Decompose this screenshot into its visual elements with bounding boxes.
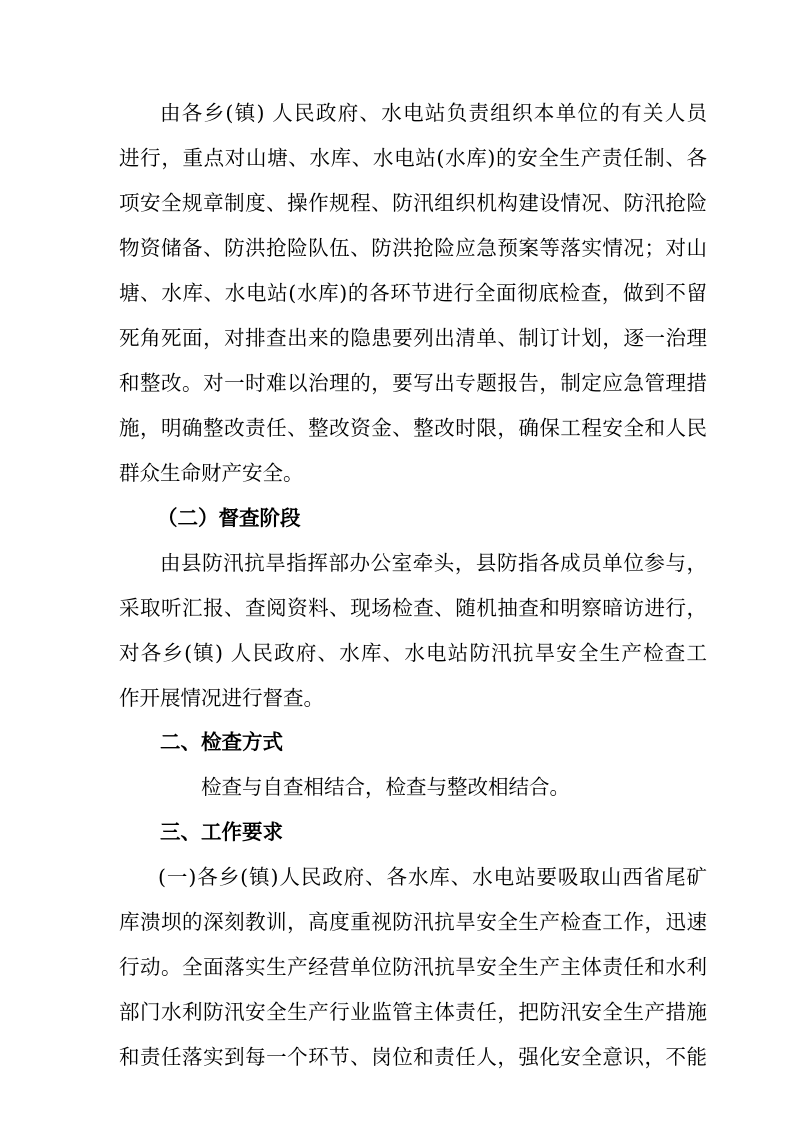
paragraph-line: 进行，重点对山塘、水库、水电站(水库)的安全生产责任制、各	[119, 146, 707, 170]
paragraph-line: 检查与自查相结合，检查与整改相结合。	[201, 775, 570, 799]
paragraph-line: 和责任落实到每一个环节、岗位和责任人，强化安全意识，不能	[119, 1045, 707, 1069]
paragraph-line: 群众生命财产安全。	[119, 461, 304, 485]
paragraph-line: 作开展情况进行督查。	[119, 686, 324, 710]
paragraph-line: 对各乡(镇) 人民政府、水库、水电站防汛抗旱安全生产检查工	[119, 641, 707, 665]
paragraph-line: 施，明确整改责任、整改资金、整改时限，确保工程安全和人民	[119, 416, 707, 440]
paragraph-line: 死角死面，对排查出来的隐患要列出清单、制订计划，逐一治理	[119, 326, 707, 350]
section-heading-supervision: （二）督查阶段	[157, 506, 301, 530]
paragraph-line: 塘、水库、水电站(水库)的各环节进行全面彻底检查，做到不留	[119, 281, 707, 305]
paragraph-line: 物资储备、防洪抢险队伍、防洪抢险应急预案等落实情况；对山	[119, 236, 707, 260]
paragraph-line: 由县防汛抗旱指挥部办公室牵头，县防指各成员单位参与，	[160, 551, 707, 575]
paragraph-line: 和整改。对一时难以治理的，要写出专题报告，制定应急管理措	[119, 371, 707, 395]
paragraph-line: 部门水利防汛安全生产行业监管主体责任，把防汛安全生产措施	[119, 1000, 707, 1024]
paragraph-line: (一)各乡(镇)人民政府、各水库、水电站要吸取山西省尾矿	[158, 865, 707, 889]
paragraph-line: 库溃坝的深刻教训，高度重视防汛抗旱安全生产检查工作，迅速	[119, 910, 707, 934]
paragraph-line: 行动。全面落实生产经营单位防汛抗旱安全生产主体责任和水利	[119, 955, 707, 979]
paragraph-line: 项安全规章制度、操作规程、防汛组织机构建设情况、防汛抢险	[119, 191, 707, 215]
paragraph-line: 由各乡(镇) 人民政府、水电站负责组织本单位的有关人员	[160, 101, 707, 125]
section-heading-method: 二、检查方式	[160, 730, 283, 754]
paragraph-line: 采取听汇报、查阅资料、现场检查、随机抽查和明察暗访进行，	[119, 596, 707, 620]
section-heading-requirements: 三、工作要求	[160, 820, 283, 844]
